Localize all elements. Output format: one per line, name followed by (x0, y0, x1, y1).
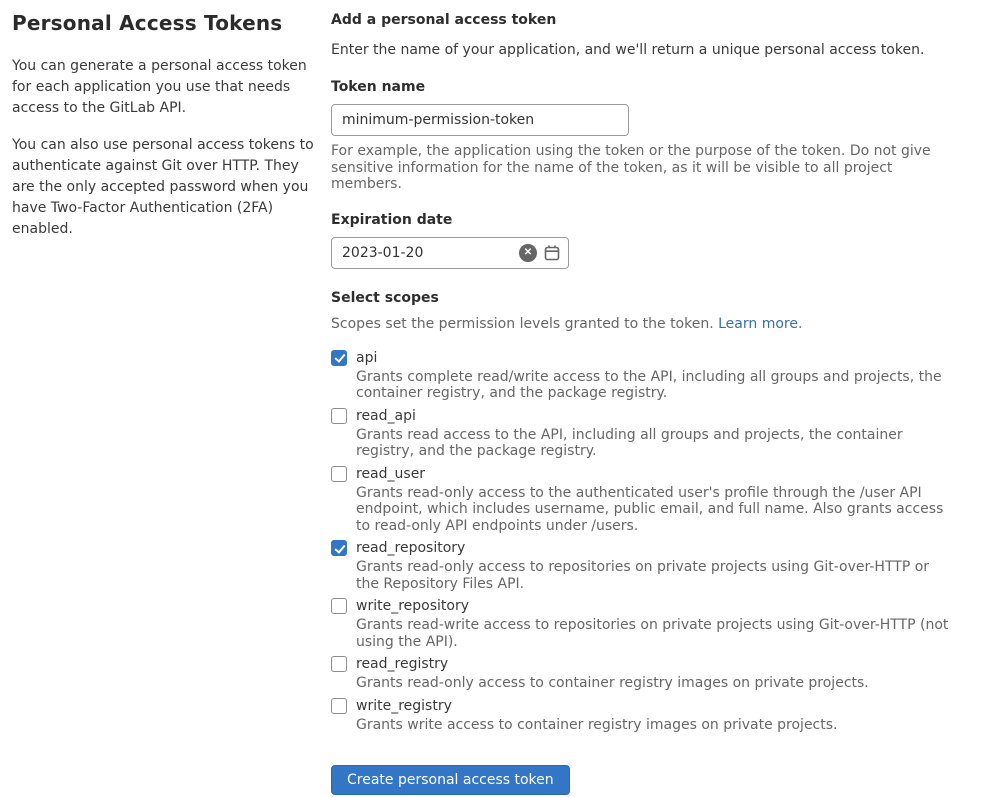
scope-text (356, 596, 951, 650)
expiration-date-input[interactable] (331, 237, 569, 269)
scope-description: Grants read-only access to the authenticated user's profile through the /user API endpoint, which includes username, public email, and full name. Also grants access to read-only API endpoints under /users. (356, 484, 944, 534)
calendar-icon[interactable] (544, 245, 560, 261)
select-scopes-label: Select scopes (331, 289, 439, 306)
scope-description: Grants read access to the API, including all groups and projects, the container registry, and the package registry. (356, 426, 903, 459)
scope-row (331, 538, 951, 592)
scope-label[interactable]: write_repository (356, 598, 469, 614)
scope-label[interactable]: read_api (356, 407, 416, 424)
scope-checkbox[interactable] (331, 466, 347, 482)
scope-text (356, 538, 951, 592)
learn-more-link[interactable]: Learn more. (718, 315, 803, 332)
scope-description: Grants write access to container registry images on private projects. (356, 716, 838, 733)
scope-label[interactable]: read_repository (356, 540, 466, 556)
scope-checkbox[interactable] (331, 350, 347, 366)
page-description-2: You can also use personal access tokens to authenticate against Git over HTTP. They are the only accepted password when you have Two-Factor Authentication (2FA) enabled. (12, 137, 314, 237)
scopes-list (331, 348, 951, 734)
scopes-help (331, 315, 951, 334)
token-name-label: Token name (331, 79, 426, 95)
scope-checkbox[interactable] (331, 598, 347, 614)
clear-date-icon[interactable]: ✕ (519, 244, 537, 262)
scope-row (331, 696, 951, 734)
page-description-1: You can generate a personal access token for each application you use that needs access to the GitLab API. (12, 58, 307, 116)
scope-label[interactable]: api (356, 349, 378, 366)
page-title: Personal Access Tokens (12, 11, 283, 35)
expiration-date-label: Expiration date (331, 211, 453, 228)
scope-row (331, 464, 951, 535)
scope-label[interactable]: write_registry (356, 697, 452, 714)
scope-text (356, 406, 951, 460)
scope-description: Grants complete read/write access to the API, including all groups and projects, the container registry, and the package registry. (356, 368, 942, 401)
scope-checkbox[interactable] (331, 540, 347, 556)
scope-text (356, 654, 869, 692)
scope-row (331, 406, 951, 460)
token-form (331, 0, 974, 795)
create-token-button[interactable]: Create personal access token (331, 765, 570, 795)
scope-row (331, 596, 951, 650)
scope-row (331, 654, 951, 692)
form-heading: Add a personal access token (331, 12, 557, 28)
info-sidebar (0, 0, 331, 795)
expiration-date-value[interactable]: 2023-01-20 (342, 244, 424, 261)
scope-description: Grants read-write access to repositories on private projects using Git-over-HTTP (not using the API). (356, 617, 949, 650)
scope-label[interactable]: read_registry (356, 656, 449, 672)
scope-text (356, 348, 951, 402)
scope-text (356, 696, 838, 734)
form-subheading: Enter the name of your application, and we'll return a unique personal access token. (331, 42, 925, 58)
scope-checkbox[interactable] (331, 656, 347, 672)
scope-checkbox[interactable] (331, 698, 347, 714)
token-name-input[interactable] (331, 104, 629, 136)
scope-checkbox[interactable] (331, 408, 347, 424)
scope-text (356, 464, 951, 535)
scope-description: Grants read-only access to repositories on private projects using Git-over-HTTP or the Repository Files API. (356, 559, 930, 592)
scopes-help-text: Scopes set the permission levels granted to the token. (331, 315, 714, 332)
token-name-help: For example, the application using the token or the purpose of the token. Do not give sensitive information for the name of the token, as it will be visible to all project members. (331, 143, 931, 192)
scope-row (331, 348, 951, 402)
scope-description: Grants read-only access to container registry images on private projects. (356, 675, 869, 691)
scope-label[interactable]: read_user (356, 465, 426, 482)
